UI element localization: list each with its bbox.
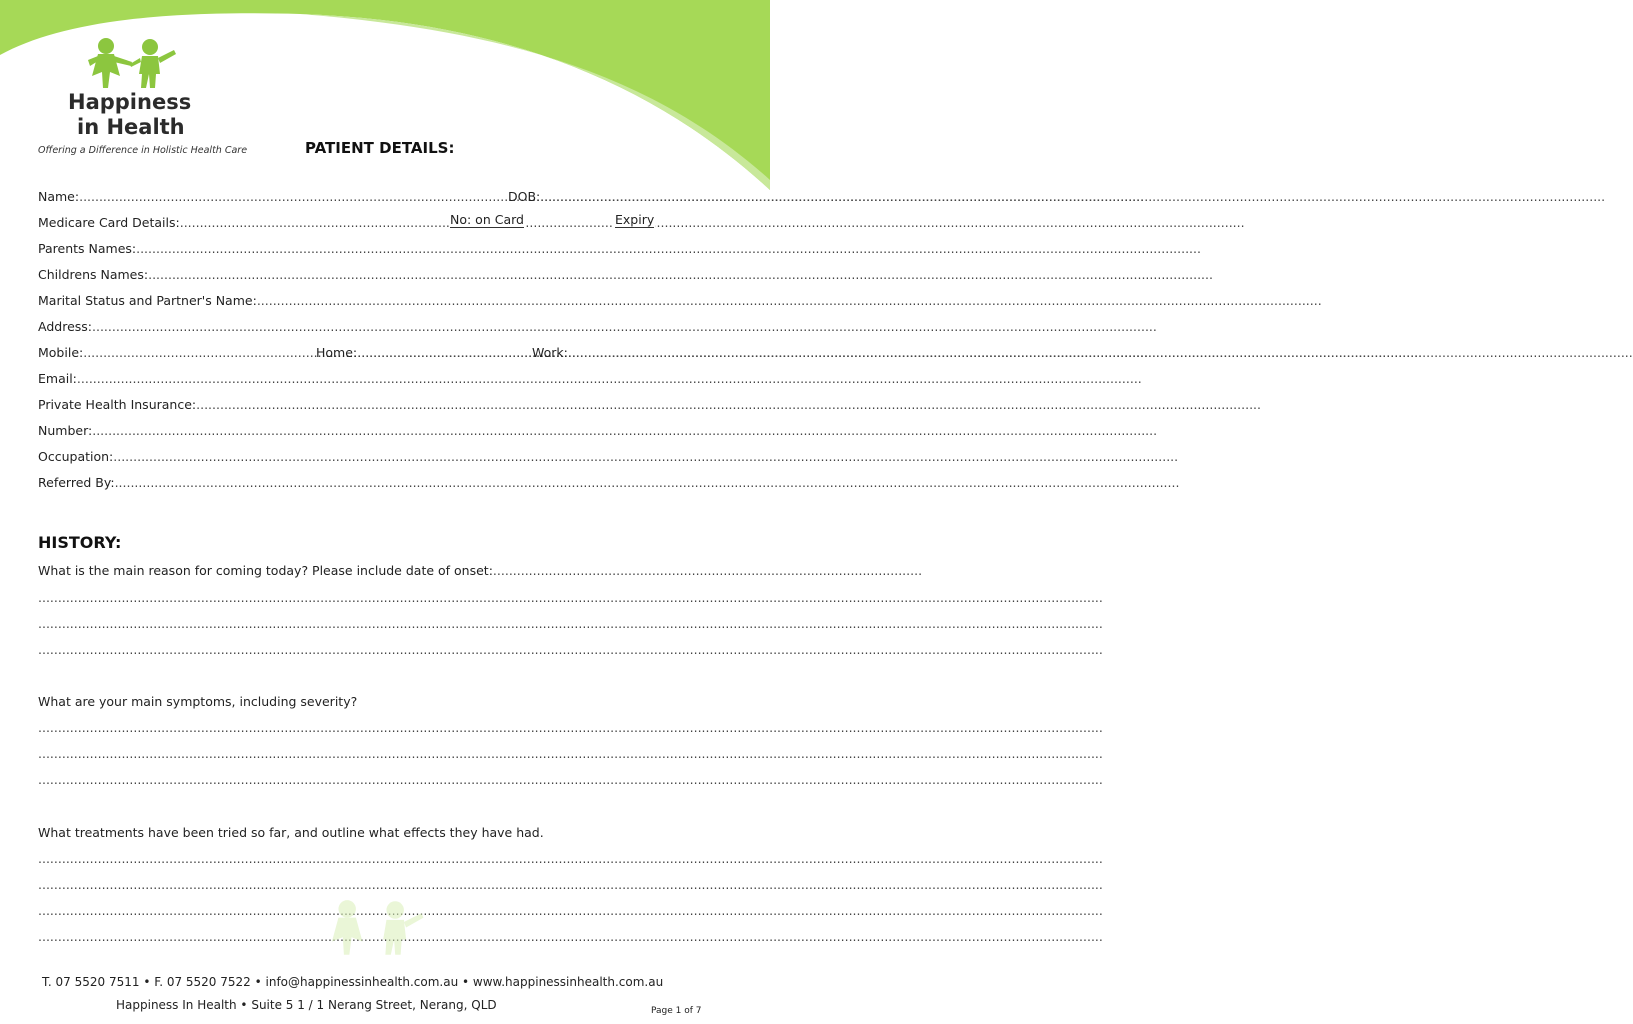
brand-line-1: Happiness <box>68 90 192 114</box>
reason-answer-line[interactable] <box>38 617 730 631</box>
name-label: Name: <box>38 189 80 204</box>
symptoms-answer-line[interactable] <box>38 747 730 761</box>
parents-field[interactable] <box>38 238 730 256</box>
address-field[interactable] <box>38 316 730 334</box>
logo-figures-icon <box>84 36 179 91</box>
occupation-label: Occupation: <box>38 449 114 464</box>
history-title: HISTORY: <box>38 533 122 552</box>
parents-label: Parents Names: <box>38 241 137 256</box>
work-label: Work: <box>532 345 568 360</box>
symptoms-answer-line[interactable] <box>38 773 730 787</box>
home-label: Home: <box>316 345 358 360</box>
dob-label: DOB: <box>508 189 541 204</box>
reason-question-label: What is the main reason for coming today? Please include date of onset: <box>38 563 493 578</box>
footer-address: Happiness In Health • Suite 5 1 / 1 Nerang Street, Nerang, QLD <box>116 998 497 1012</box>
footer-contact: T. 07 5520 7511 • F. 07 5520 7522 • info@happinessinhealth.com.au • www.happinessinhealth.com.au <box>42 975 664 989</box>
occupation-field[interactable] <box>38 446 730 464</box>
reason-answer-line[interactable] <box>38 643 730 657</box>
number-field[interactable] <box>38 420 730 438</box>
patient-details-title: PATIENT DETAILS: <box>305 139 455 157</box>
symptoms-question <box>38 691 730 709</box>
number-label: Number: <box>38 423 93 438</box>
reason-question[interactable]: What is the main reason for coming today? Please include date of onset: ............................................................................................................ <box>38 563 923 578</box>
mobile-label: Mobile: <box>38 345 84 360</box>
reason-answer-line[interactable] <box>38 591 730 605</box>
watermark-figures-icon <box>320 898 430 958</box>
insurance-label: Private Health Insurance: <box>38 397 197 412</box>
childrens-field[interactable] <box>38 264 730 282</box>
symptoms-answer-line[interactable] <box>38 721 730 735</box>
childrens-label: Childrens Names: <box>38 267 149 282</box>
brand-tagline: Offering a Difference in Holistic Health Care <box>38 145 248 156</box>
no-on-card-label: No: on Card <box>450 212 524 227</box>
referred-label: Referred By: <box>38 475 115 490</box>
phone-row <box>38 342 730 360</box>
symptoms-question-label: What are your main symptoms, including severity? <box>38 694 358 709</box>
treatments-question <box>38 822 730 840</box>
treatments-question-label: What treatments have been tried so far, and outline what effects they have had. <box>38 825 544 840</box>
name-dob-row <box>38 186 730 204</box>
brand-line-2: in Health <box>77 115 185 139</box>
mobile-field[interactable] <box>38 345 314 360</box>
expiry-label: Expiry <box>615 212 655 227</box>
email-label: Email: <box>38 371 77 386</box>
marital-label: Marital Status and Partner's Name: <box>38 293 257 308</box>
work-field[interactable] <box>530 345 1633 360</box>
name-field[interactable] <box>38 189 508 204</box>
brand-name <box>68 90 191 140</box>
marital-field[interactable] <box>38 290 730 308</box>
treatments-answer-line[interactable] <box>38 852 730 866</box>
home-field[interactable] <box>314 345 530 360</box>
medicare-label: Medicare Card Details: <box>38 215 180 230</box>
insurance-field[interactable] <box>38 394 730 412</box>
dob-field[interactable] <box>508 189 1605 204</box>
email-field[interactable] <box>38 368 730 386</box>
address-label: Address: <box>38 319 92 334</box>
treatments-answer-line[interactable] <box>38 878 730 892</box>
referred-field[interactable] <box>38 472 730 490</box>
page-number: Page 1 of 7 <box>651 1006 702 1016</box>
